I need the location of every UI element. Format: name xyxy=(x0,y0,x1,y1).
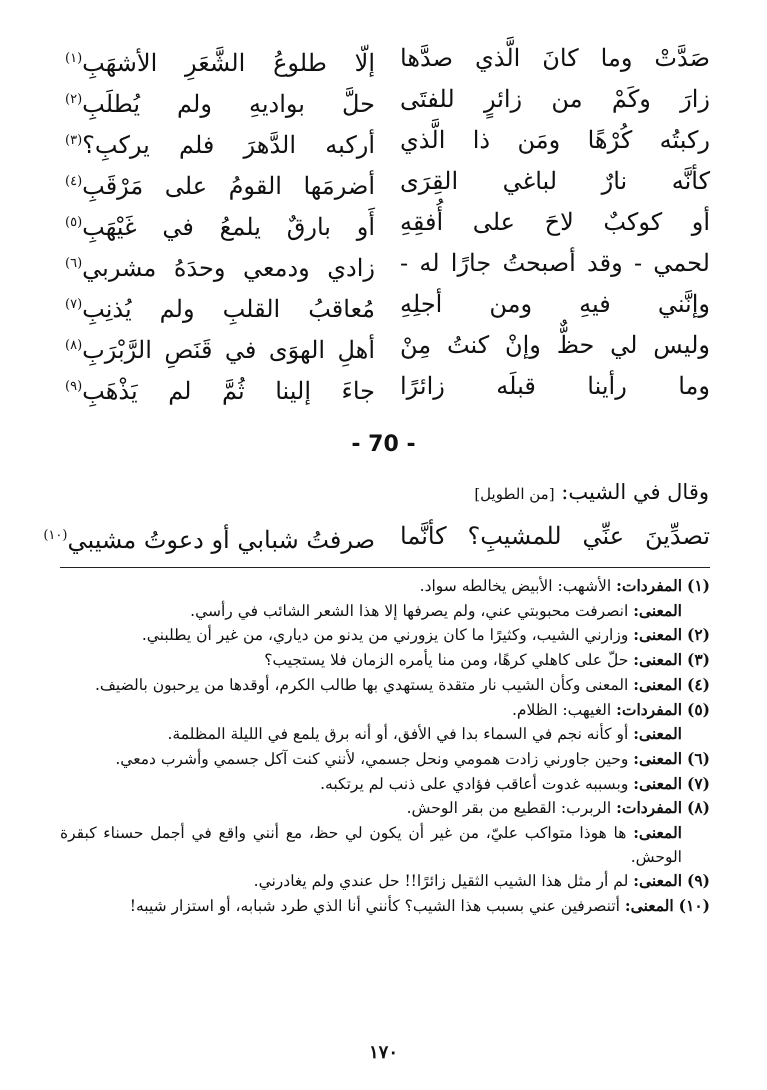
verse-line xyxy=(60,366,710,407)
footnote-marker: (١٠) xyxy=(43,528,68,543)
verse-first-hemistich: زارَ وكَمْ من زائرٍ للفتَى xyxy=(400,85,710,113)
footnote-entry xyxy=(60,722,710,747)
footnote-text: لم أر مثل هذا الشيب الثقيل زائرًا!! حل عندي ولم يغادرني. xyxy=(253,872,629,891)
footnote-number: (٦) xyxy=(686,748,710,768)
footnote-key: المعنى: xyxy=(624,896,674,916)
footnote-marker: (٤) xyxy=(65,174,83,189)
verse-second-hemistich xyxy=(65,120,375,166)
footnote-number: (٨) xyxy=(686,798,710,818)
footnote-entry xyxy=(60,698,710,723)
footnote-entry xyxy=(60,673,710,698)
verse-text: إلّا طلوعُ الشَّعَرِ الأشهَبِ xyxy=(82,49,375,77)
page-number: ١٧٠ xyxy=(368,1042,398,1063)
footnote-key: المعنى: xyxy=(633,748,683,768)
footnote-key: المعنى: xyxy=(633,823,682,843)
poem-verses xyxy=(60,38,710,407)
footnote-number: (١٠) xyxy=(678,896,710,916)
footnote-number: (٢) xyxy=(686,625,710,645)
footnote-entry xyxy=(60,574,710,599)
verse-text: مُعاقبُ القلبِ ولم يُذنِبِ xyxy=(82,295,375,323)
verse-second-hemistich xyxy=(65,325,375,371)
verse-line xyxy=(43,514,710,558)
verse-first-hemistich: وإنَّني فيهِ ومن أجلِهِ xyxy=(400,290,710,318)
footnote-entry xyxy=(60,623,710,648)
footnote-marker: (٥) xyxy=(65,215,83,230)
footnote-marker: (١) xyxy=(65,51,83,66)
verse-first-hemistich: صَدَّتْ وما كانَ الَّذي صدَّها xyxy=(400,44,710,72)
footnote-key: المعنى: xyxy=(633,871,683,891)
footnote-marker: (٨) xyxy=(65,338,83,353)
verse-first-hemistich: تصدِّينَ عنِّي للمشيبِ؟ كأنَّما xyxy=(400,522,710,550)
footnote-text: ها هوذا متواكب عليّ، من غير أن يكون لي حظ، مع أنني واقع في أجمل حسناء كبقرة الوحش. xyxy=(60,824,682,866)
verse-text: أهلِ الهوَى في قَنَصِ الرَّبْرَبِ xyxy=(82,336,375,364)
footnote-text: الأشهب: الأبيض يخالطه سواد. xyxy=(419,577,612,595)
footnote-key: المعنى: xyxy=(633,724,682,744)
footnote-entry xyxy=(60,869,710,894)
verse-second-hemistich xyxy=(65,284,375,330)
verse-second-hemistich xyxy=(65,79,375,125)
footnote-text: المعنى وكأن الشيب نار متقدة يستهدي بها طالب الكرم، أوقدها من يرحبون بالضيف. xyxy=(94,675,629,694)
footnote-text: انصرفت محبوبتي عني، ولم يصرفها إلا هذا الشعر الشائب في رأسي. xyxy=(190,601,629,620)
verse-text: أركبه الدَّهرَ فلم يركبِ؟ xyxy=(82,131,375,159)
footnote-divider xyxy=(60,567,710,568)
footnote-entry xyxy=(60,796,710,821)
footnote-text: حلّ على كاهلي كرهًا، ومن منا يأمره الزمان فلا يستجيب؟ xyxy=(264,651,629,670)
verse-first-hemistich: ركبتُه كُرْهًا ومَن ذا الَّذي xyxy=(400,126,710,154)
footnote-entry xyxy=(60,648,710,673)
verse-text: حلَّ بواديهِ ولم يُطلَبِ xyxy=(82,90,375,118)
footnote-marker: (٩) xyxy=(65,379,83,394)
intro-text: وقال في الشيب: xyxy=(561,480,709,504)
footnote-entry xyxy=(60,747,710,772)
footnote-text: الربرب: القطيع من بقر الوحش. xyxy=(406,799,612,818)
verse-first-hemistich: وليس لي حظٌّ وإنْ كنتُ مِنْ xyxy=(400,331,710,359)
verse-first-hemistich: أو كوكبٌ لاحَ على أُفقِهِ xyxy=(400,208,710,236)
footnote-entry xyxy=(60,894,710,919)
footnotes xyxy=(60,574,710,919)
footnote-number: (٧) xyxy=(686,773,710,793)
footnote-key: المفردات: xyxy=(616,699,683,719)
verse-first-hemistich: لحمي - وقد أصبحتُ جارًا له - xyxy=(400,249,710,277)
footnote-key: المعنى: xyxy=(633,600,682,620)
verse-line xyxy=(60,284,710,325)
verse-line xyxy=(60,79,710,120)
verse-line xyxy=(60,120,710,161)
footnote-key: المعنى: xyxy=(633,773,683,793)
verse-line xyxy=(60,243,710,284)
footnote-text: الغيهب: الظلام. xyxy=(511,700,612,719)
footnote-text: أتنصرفين عني بسبب هذا الشيب؟ كأنني أنا الذي طرد شبابه، أو استزار شيبه! xyxy=(129,897,620,916)
footnote-key: المعنى: xyxy=(633,650,683,670)
footnote-marker: (٢) xyxy=(65,92,83,107)
footnote-entry xyxy=(60,599,710,624)
footnote-number: (٩) xyxy=(686,871,710,891)
footnote-key: المفردات: xyxy=(616,576,683,595)
footnote-marker: (٣) xyxy=(65,133,83,148)
verse-second-hemistich xyxy=(65,243,375,289)
footnote-text: أو كأنه نجم في السماء بدا في الأفق، أو أنه برق يلمع في الليلة المظلمة. xyxy=(167,725,629,744)
verse-second-hemistich xyxy=(43,514,375,562)
verse-line xyxy=(60,325,710,366)
verse-text: أَو بارقٌ يلمعُ في غَيْهَبِ xyxy=(82,213,375,241)
footnote-marker: (٦) xyxy=(65,256,83,271)
footnote-entry xyxy=(60,772,710,797)
footnote-key: المعنى: xyxy=(633,625,683,645)
footnote-marker: (٧) xyxy=(65,297,83,312)
footnote-number: (٥) xyxy=(686,699,710,719)
footnote-entry xyxy=(60,821,710,869)
verse-first-hemistich: وما رأينا قبلَه زائرًا xyxy=(400,372,710,400)
verse-line xyxy=(60,202,710,243)
verse-second-hemistich xyxy=(65,366,375,412)
verse-second-hemistich xyxy=(65,161,375,207)
verse-line xyxy=(60,38,710,79)
verse-line xyxy=(60,161,710,202)
footnote-number: (٤) xyxy=(686,674,710,694)
verse-text: أضرمَها القومُ على مَرْقَبِ xyxy=(82,172,375,200)
footnote-text: وحين جاورني زادت همومي ونحل جسمي، لأنني كنت آكل جسمي وأشرب دمعي. xyxy=(115,749,629,768)
verse-first-hemistich: كأنَّه نارٌ لباغي القِرَى xyxy=(400,167,710,195)
poem-intro xyxy=(474,480,709,504)
verse-second-hemistich xyxy=(65,38,375,84)
verse-text: جاءَ إلينا ثُمَّ لم يَذْهَبِ xyxy=(82,377,375,405)
verse-text: زادي ودمعي وحدَهُ مشربي xyxy=(82,254,375,282)
footnote-number: (١) xyxy=(686,576,710,595)
verse-text: صرفتُ شبابي أو دعوتُ مشيبي xyxy=(67,526,375,554)
footnote-key: المعنى: xyxy=(633,674,683,694)
meter-label: [من الطويل] xyxy=(474,485,555,503)
footnote-number: (٣) xyxy=(686,650,710,670)
footnote-text: وبسببه غدوت أعاقب فؤادي على ذنب لم يرتكبه. xyxy=(320,774,629,793)
footnote-key: المفردات: xyxy=(616,798,683,818)
poem-number: - 70 - xyxy=(351,432,416,457)
verse-second-hemistich xyxy=(65,202,375,248)
footnote-text: وزارني الشيب، وكثيرًا ما كان يزورني من يدنو من دياري، من غير أن يطلبني. xyxy=(141,626,629,645)
